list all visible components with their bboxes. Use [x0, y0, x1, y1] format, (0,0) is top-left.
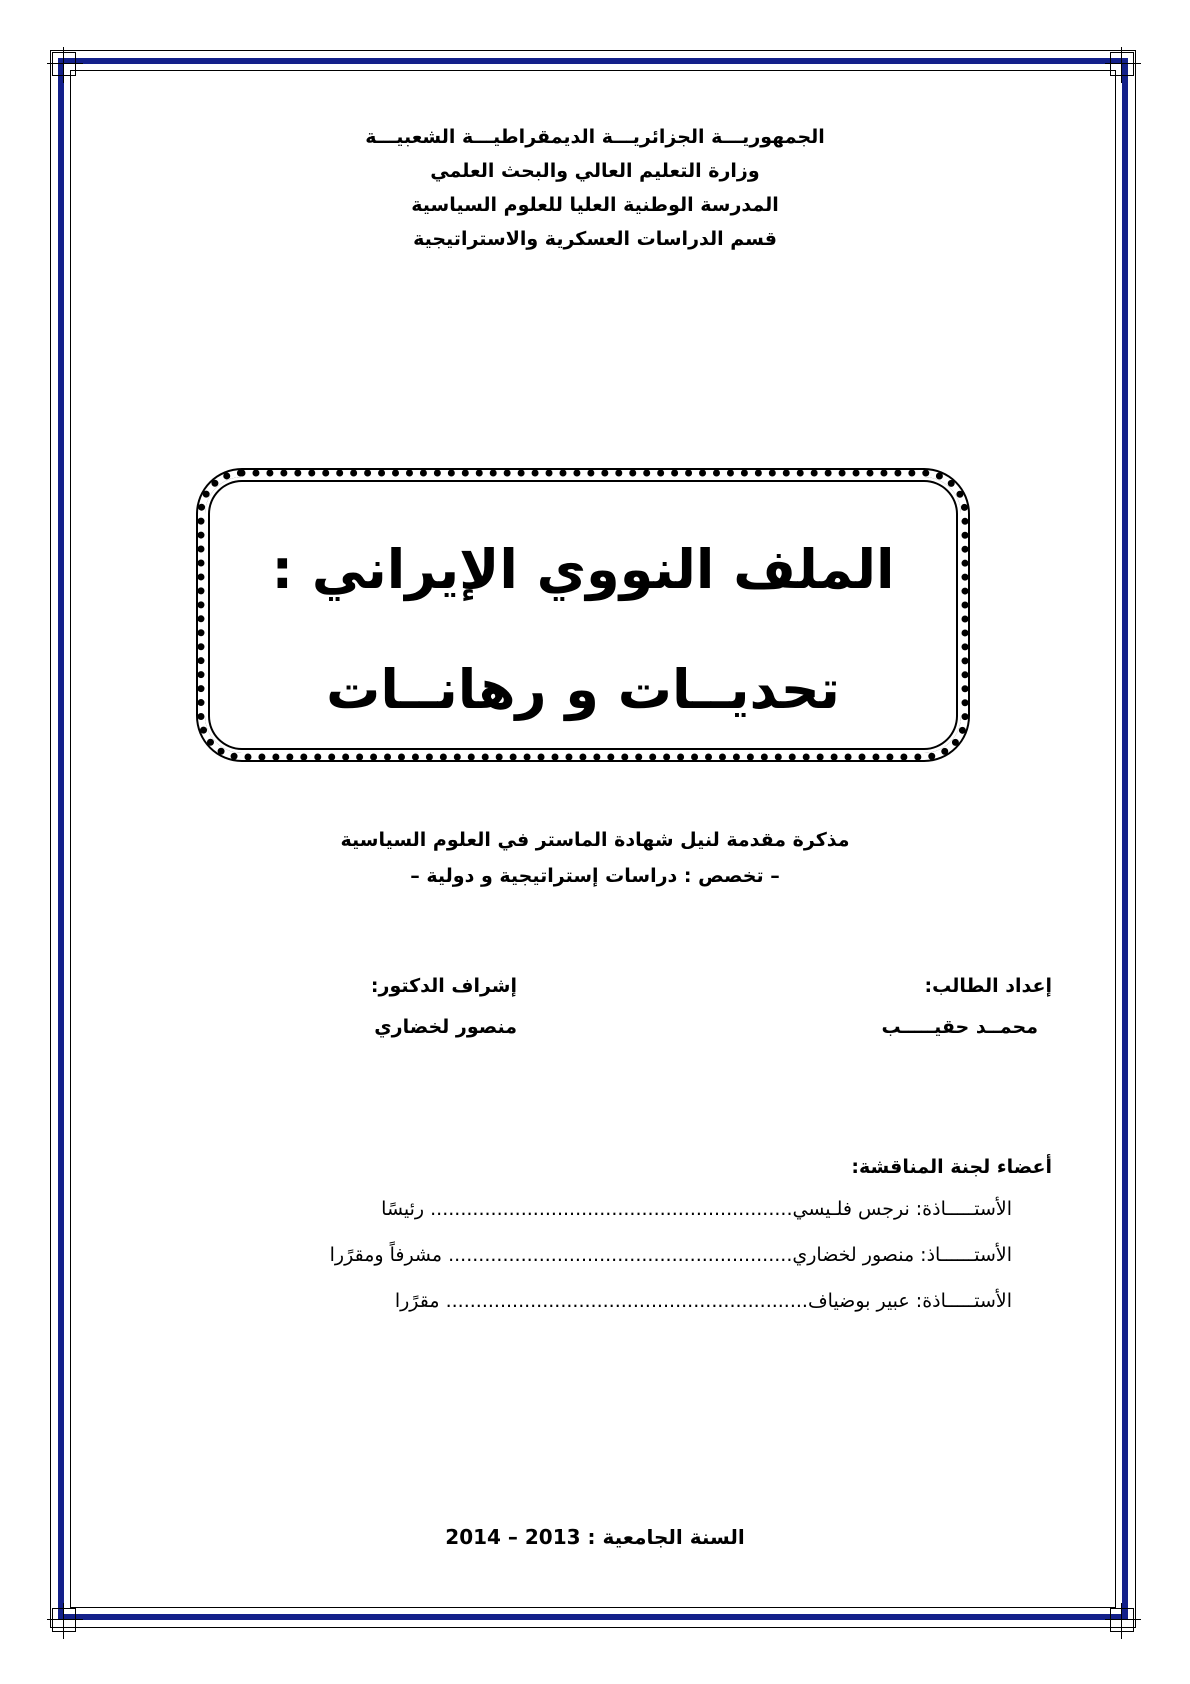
specialization: – تخصص : دراسات إستراتيجية و دولية – [410, 865, 780, 887]
degree-statement: مذكرة مقدمة لنيل شهادة الماستر في العلوم السياسية [340, 829, 850, 851]
committee-member: الأستـــــاذة: نرجس فلـيسي............................................................ رئيسًا [381, 1198, 1012, 1220]
committee-member: الأستـــــاذة: عبير بوضياف............................................................ مقرًرا [394, 1290, 1012, 1312]
department-name: قسم الدراسات العسكرية والاستراتيجية [413, 228, 777, 250]
student-label: إعداد الطالب: [924, 975, 1052, 997]
supervisor-name: منصور لخضاري [374, 1016, 517, 1038]
ministry-name: وزارة التعليم العالي والبحث العلمي [430, 160, 760, 182]
student-name: محمــد حقيـــــب [881, 1016, 1038, 1038]
institution-header [0, 120, 1190, 256]
country-name: الجمهوريـــة الجزائريـــة الديمقراطيـــة الشعبيـــة [365, 126, 825, 148]
thesis-title-line-2: تحديــات و رهانــات [326, 658, 840, 721]
academic-year: السنة الجامعية : 2013 – 2014 [445, 1525, 745, 1549]
frame-corner-ornament [52, 1608, 76, 1632]
school-name: المدرسة الوطنية العليا للعلوم السياسية [411, 194, 779, 216]
frame-corner-ornament [1110, 52, 1134, 76]
thesis-title-line-1: الملف النووي الإيراني : [271, 538, 895, 601]
committee-member: الأستــــــاذ: منصور لخضاري......................................................... مشرفاً ومقرًرا [329, 1244, 1012, 1266]
memo-description [0, 822, 1190, 894]
frame-corner-ornament [52, 52, 76, 76]
committee-title: أعضاء لجنة المناقشة: [851, 1156, 1052, 1178]
frame-corner-ornament [1110, 1608, 1134, 1632]
supervisor-label: إشراف الدكتور: [370, 975, 517, 997]
